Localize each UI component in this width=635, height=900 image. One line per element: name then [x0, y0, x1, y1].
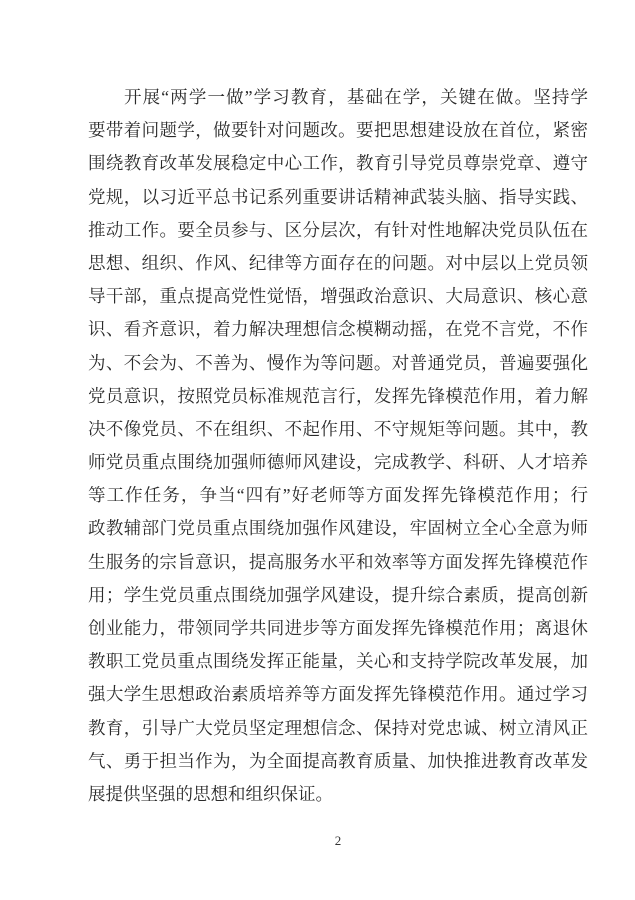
paragraph [88, 81, 588, 811]
paragraph-line: 师党员重点围绕加强师德师风建设，完成教学、科研、人才培养 [88, 452, 588, 473]
paragraph-line: 气、勇于担当作为，为全面提高教育质量、加快推进教育改革发 [88, 750, 588, 771]
paragraph-line: 识、看齐意识，着力解决理想信念模糊动摇，在党不言党，不作 [88, 319, 588, 340]
paragraph-line: 推动工作。要全员参与、区分层次，有针对性地解决党员队伍在 [88, 219, 588, 240]
paragraph-line: 创业能力，带领同学共同进步等方面发挥先锋模范作用；离退休 [88, 618, 588, 638]
page-number: 2 [334, 833, 342, 848]
paragraph-line: 政教辅部门党员重点围绕加强作风建设，牢固树立全心全意为师 [88, 518, 588, 539]
paragraph-line: 生服务的宗旨意识，提高服务水平和效率等方面发挥先锋模范作 [88, 551, 588, 572]
paragraph-line: 围绕教育改革发展稳定中心工作，教育引导党员尊崇党章、遵守 [88, 153, 588, 174]
paragraph-line: 党规，以习近平总书记系列重要讲话精神武装头脑、指导实践、 [88, 186, 588, 207]
paragraph-line: 教职工党员重点围绕发挥正能量，关心和支持学院改革发展，加 [88, 651, 588, 672]
paragraph-line: 等工作任务，争当“四有”好老师等方面发挥先锋模范作用；行 [88, 485, 588, 506]
paragraph-line: 强大学生思想政治素质培养等方面发挥先锋模范作用。通过学习 [88, 684, 588, 705]
page-footer [88, 831, 588, 851]
paragraph-line: 用；学生党员重点围绕加强学风建设，提升综合素质，提高创新 [88, 584, 588, 605]
paragraph-line: 决不像党员、不在组织、不起作用、不守规矩等问题。其中，教 [88, 418, 588, 439]
paragraph-line: 教育，引导广大党员坚定理想信念、保持对党忠诚、树立清风正 [88, 717, 588, 738]
paragraph-line: 党员意识，按照党员标准规范言行，发挥先锋模范作用，着力解 [88, 385, 588, 406]
paragraph-line: 展提供坚强的思想和组织保证。 [88, 783, 333, 804]
paragraph-line: 导干部，重点提高党性觉悟，增强政治意识、大局意识、核心意 [88, 286, 588, 307]
paragraph-line: 开展“两学一做”学习教育，基础在学，关键在做。坚持学 [124, 87, 588, 107]
paragraph-line: 为、不会为、不善为、慢作为等问题。对普通党员，普遍要强化 [88, 352, 588, 373]
paragraph-line: 要带着问题学，做要针对问题改。要把思想建设放在首位，紧密 [88, 120, 588, 141]
paragraph-line: 思想、组织、作风、纪律等方面存在的问题。对中层以上党员领 [88, 252, 588, 273]
